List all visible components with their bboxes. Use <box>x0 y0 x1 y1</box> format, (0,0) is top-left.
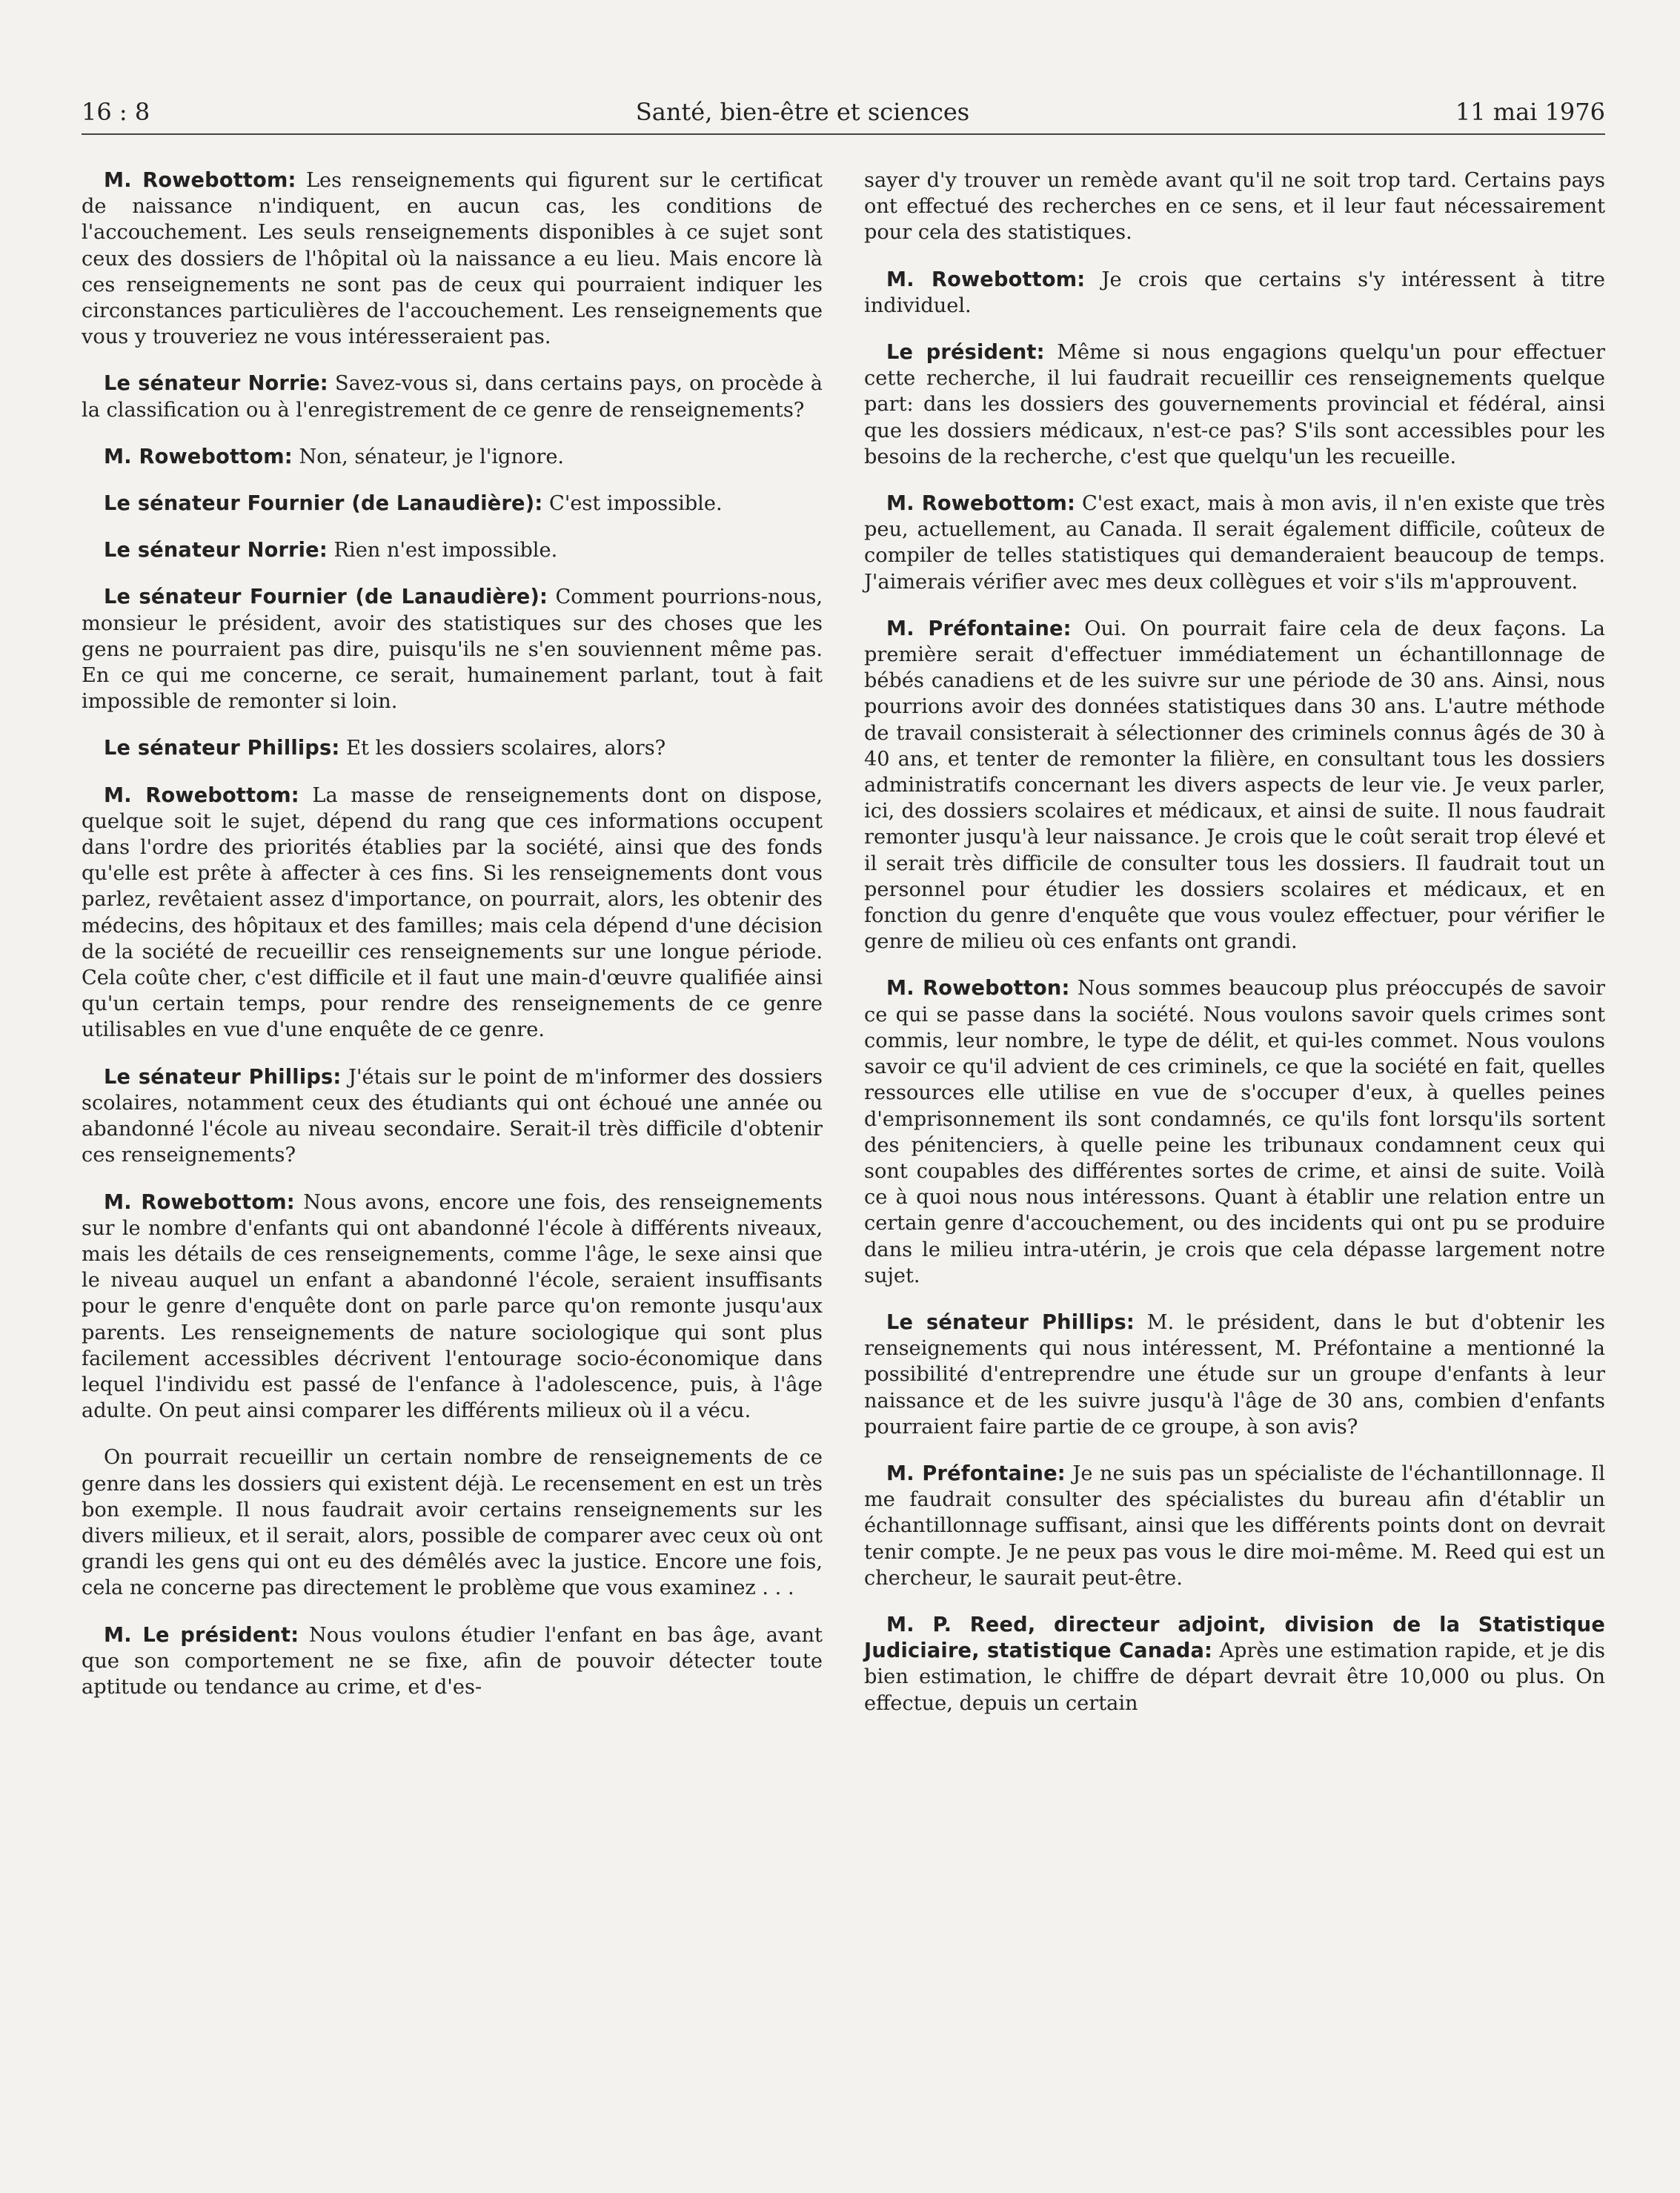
paragraph-text: Après une estimation rapide, et je dis bien estimation, le chiffre de départ devrait être 10,000 ou plus. On effectue, depuis un certain <box>864 1639 1605 1715</box>
right-column <box>864 167 1605 1737</box>
publication-title: Santé, bien-être et sciences <box>635 98 970 126</box>
paragraph <box>864 167 1605 246</box>
paragraph-text: sayer d'y trouver un remède avant qu'il ne soit trop tard. Certains pays ont effectué des recherches en ce sens, et il leur faut nécessairement pour cela des statistiques. <box>864 169 1605 245</box>
speaker-name: M. Rowebottom: <box>104 169 296 192</box>
left-column <box>82 167 823 1737</box>
speaker-name: Le sénateur Norrie: <box>104 539 328 563</box>
paragraph-text: Oui. On pourrait faire cela de deux façons. La première serait d'effectuer immédiatement un échantillonnage de bébés canadiens et de les suivre sur une période de 30 ans. Ainsi, nous pourrions avoir des données statistiques dans 30 ans. L'autre méthode de travail consisterait à sélectionner des criminels connus âgés de 30 à 40 ans, et tenter de remonter la filière, en consultant tous les dossiers administratifs concernant les divers aspects de leur vie. Je veux parler, ici, des dossiers scolaires et médicaux, et ainsi de suite. Il nous faudrait remonter jusqu'à leur naissance. Je crois que le coût serait trop élevé et il serait très difficile de consulter tous les dossiers. Il faudrait tout un personnel pour étudier les dossiers scolaires et médicaux, et en fonction du genre d'enquête que vous voulez effectuer, pour vérifier le genre de milieu où ces enfants ont grandi. <box>864 617 1606 954</box>
paragraph <box>864 1461 1605 1591</box>
paragraph-text: J'étais sur le point de m'informer des dossiers scolaires, notamment ceux des étudiants qui ont échoué une année ou abandonné l'école au niveau secondaire. Serait-il très difficile d'obtenir ces renseignements? <box>82 1065 823 1167</box>
paragraph-text: M. le président, dans le but d'obtenir les renseignements qui nous intéressent, M. Préfontaine a mentionné la possibilité d'entreprendre une étude sur un groupe d'enfants à leur naissance et de les suivre jusqu'à l'âge de 30 ans, combien d'enfants pourraient faire partie de ce groupe, à son avis? <box>864 1310 1605 1439</box>
speaker-name: M. Rowebottom: <box>104 783 299 807</box>
speaker-name: Le sénateur Phillips: <box>886 1310 1135 1334</box>
paragraph <box>82 783 823 1044</box>
paragraph <box>82 584 823 714</box>
page-header <box>82 98 1605 135</box>
speaker-name: M. Préfontaine: <box>886 617 1072 640</box>
page-number: 16 : 8 <box>82 98 150 126</box>
paragraph-text: Nous sommes beaucoup plus préoccupés de savoir ce qui se passe dans la société. Nous voulons savoir quels crimes sont commis, leur nombre, le type de délit, et qui-les commet. Nous voulons savoir ce qu'il advient de ces criminels, ce que la société en fait, quelles ressources elle utilise en vue de s'occuper d'eux, à quelles peines d'emprisonnement ils sont condamnés, ce qu'ils font lorsqu'ils sortent des pénitenciers, à quelle peine les tribunaux condamnent ceux qui sont coupables des différentes sortes de crime, et ainsi de suite. Voilà ce à quoi nous nous intéressons. Quant à établir une relation entre un certain genre d'accouchement, ou des incidents qui ont pu se produire dans le milieu intra-utérin, je crois que cela dépasse largement notre sujet. <box>864 977 1605 1287</box>
paragraph <box>82 537 823 563</box>
paragraph <box>82 444 823 470</box>
paragraph <box>82 1190 823 1424</box>
page-date: 11 mai 1976 <box>1455 98 1605 126</box>
paragraph-text: Non, sénateur, je l'ignore. <box>292 445 565 468</box>
paragraph-text: Nous voulons étudier l'enfant en bas âge, avant que son comportement ne se fixe, afin de pouvoir détecter toute aptitude ou tendance au crime, et d'es- <box>82 1623 823 1699</box>
paragraph-text: La masse de renseignements dont on dispose, quelque soit le sujet, dépend du rang que ces informations occupent dans l'ordre des priorités établies par la société, ainsi que des fonds qu'elle est prête à affecter à ces fins. Si les renseignements dont vous parlez, revêtaient assez d'importance, on pourrait, alors, les obtenir des médecins, des hôpitaux et des familles; mais cela dépend d'une décision de la société de recueillir ces renseignements sur une longue période. Cela coûte cher, c'est difficile et il faut une main-d'œuvre qualifiée ainsi qu'un certain temps, pour rendre des renseignements de ce genre utilisables en vue d'une enquête de ce genre. <box>82 783 823 1042</box>
speaker-name: Le sénateur Norrie: <box>104 372 328 396</box>
paragraph <box>864 339 1605 470</box>
paragraph-text: On pourrait recueillir un certain nombre de renseignements de ce genre dans les dossiers qui existent déjà. Le recensement en est un très bon exemple. Il nous faudrait avoir certains renseignements sur les divers milieux, et il serait, alors, possible de comparer avec ceux où ont grandi les gens qui ont eu des démêlés avec la justice. Encore une fois, cela ne concerne pas directement le problème que vous examinez . . . <box>82 1446 823 1600</box>
speaker-name: M. Rowebotton: <box>886 977 1070 1001</box>
text-columns <box>82 167 1605 1737</box>
paragraph <box>82 1064 823 1169</box>
paragraph <box>864 1612 1605 1716</box>
paragraph-text: Savez-vous si, dans certains pays, on procède à la classification ou à l'enregistrement de ce genre de renseignements? <box>82 372 823 422</box>
speaker-name: M. Le président: <box>104 1623 299 1647</box>
paragraph <box>864 975 1605 1288</box>
paragraph-text: Je crois que certains s'y intéressent à titre individuel. <box>864 268 1605 317</box>
speaker-name: Le sénateur Fournier (de Lanaudière): <box>104 585 548 609</box>
paragraph-text: Nous avons, encore une fois, des renseignements sur le nombre d'enfants qui ont abandonné l'école à différents niveaux, mais les détails de ces renseignements, comme l'âge, le sexe ainsi que le niveau auquel un enfant a abandonné l'école, seraient insuffisants pour le genre d'enquête dont on parle parce qu'on remonte jusqu'aux parents. Les renseignements de nature sociologique qui sont plus facilement accessibles décrivent l'entourage socio-économique dans lequel l'individu est passé de l'enfance à l'adolescence, puis, à l'âge adulte. On peut ainsi comparer les différents milieux où il a vécu. <box>82 1190 823 1423</box>
speaker-name: Le sénateur Phillips: <box>104 1065 342 1089</box>
document-page <box>82 98 1605 1737</box>
paragraph <box>864 267 1605 319</box>
paragraph <box>82 1444 823 1601</box>
speaker-name: Le sénateur Fournier (de Lanaudière): <box>104 492 543 516</box>
paragraph-text: Même si nous engagions quelqu'un pour effectuer cette recherche, il lui faudrait recueillir ces renseignements quelque part: dans les dossiers des gouvernements provincial et fédéral, ainsi que les dossiers médicaux, n'est-ce pas? S'ils sont accessibles pour les besoins de la recherche, c'est que quelqu'un les recueille. <box>864 341 1605 468</box>
paragraph-text: Rien n'est impossible. <box>327 539 558 563</box>
speaker-name: M. Rowebottom: <box>886 268 1086 291</box>
paragraph <box>82 167 823 350</box>
paragraph-text: Les renseignements qui figurent sur le certificat de naissance n'indiquent, en aucun cas, les conditions de l'accouchement. Les seuls renseignements disponibles à ce sujet sont ceux des dossiers de l'hôpital où la naissance a eu lieu. Mais encore là ces renseignements ne sont pas de ceux qui pourraient indiquer les circonstances particulières de l'accouchement. Les renseignements que vous y trouveriez ne vous intéresseraient pas. <box>82 169 823 349</box>
paragraph <box>864 1310 1605 1440</box>
paragraph-text: Comment pourrions-nous, monsieur le président, avoir des statistiques sur des choses que les gens ne pourraient pas dire, puisqu'ils ne s'en souviennent même pas. En ce qui me concerne, ce serait, humainement parlant, tout à fait impossible de remonter si loin. <box>82 585 823 714</box>
paragraph-text: C'est impossible. <box>542 492 723 516</box>
speaker-name: Le sénateur Phillips: <box>104 737 340 760</box>
speaker-name: M. P. Reed, directeur adjoint, division de la Statistique Judiciaire, statistique Canada: <box>864 1613 1605 1663</box>
paragraph-text: C'est exact, mais à mon avis, il n'en existe que très peu, actuellement, au Canada. Il serait également difficile, coûteux de compiler de telles statistiques qui demanderaient beaucoup de temps. J'aimerais vérifier avec mes deux collègues et voir s'ils m'approuvent. <box>864 492 1605 594</box>
speaker-name: M. Rowebottom: <box>104 1190 295 1214</box>
speaker-name: M. Rowebottom: <box>886 492 1076 516</box>
paragraph <box>82 735 823 761</box>
paragraph <box>82 1622 823 1701</box>
paragraph-text: Et les dossiers scolaires, alors? <box>339 737 666 760</box>
paragraph <box>864 616 1605 955</box>
paragraph <box>82 491 823 517</box>
paragraph-text: Je ne suis pas un spécialiste de l'échantillonnage. Il me faudrait consulter des spécialistes du bureau afin d'établir un échantillonnage suffisant, ainsi que les différents points dont on devrait tenir compte. Je ne peux pas vous le dire moi-même. M. Reed qui est un chercheur, le saurait peut-être. <box>864 1462 1605 1590</box>
paragraph <box>82 371 823 422</box>
speaker-name: M. Préfontaine: <box>886 1462 1066 1485</box>
paragraph <box>864 491 1605 595</box>
speaker-name: M. Rowebottom: <box>104 445 293 468</box>
speaker-name: Le président: <box>886 341 1045 365</box>
